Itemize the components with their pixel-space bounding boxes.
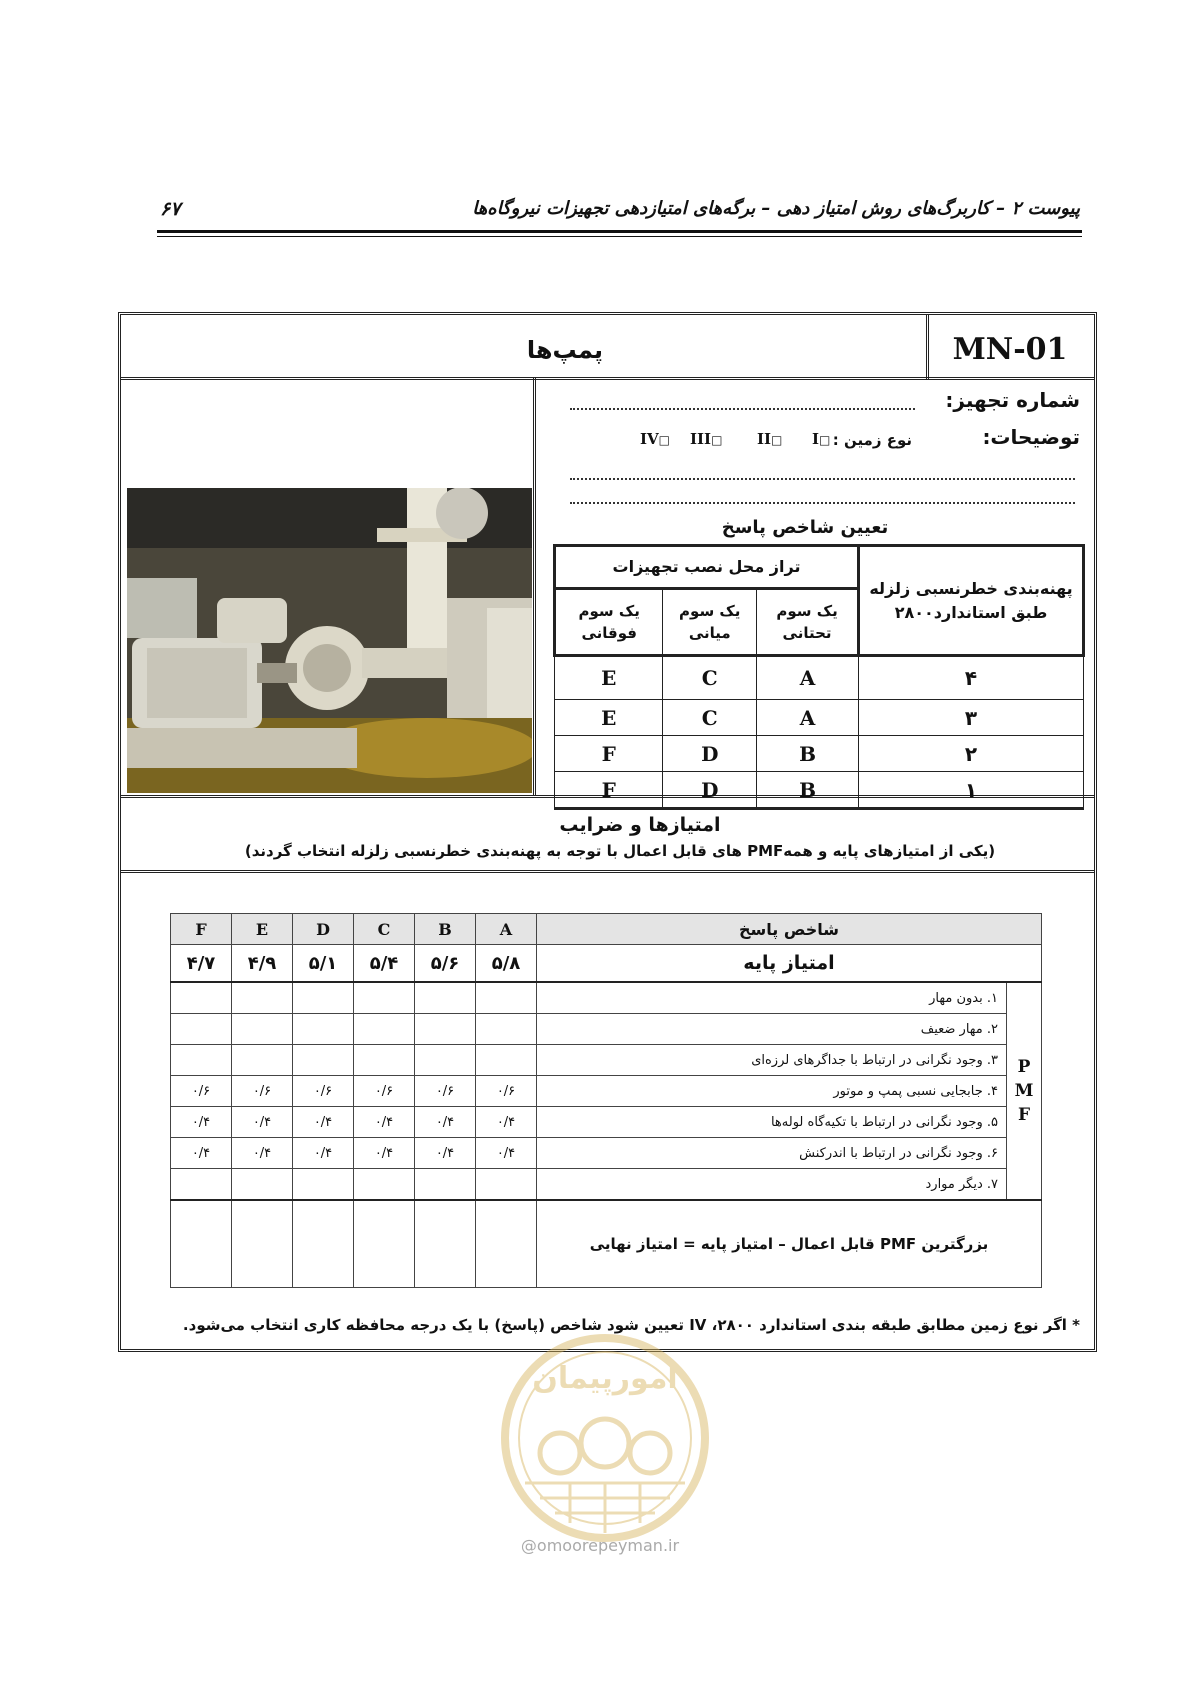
pump-photo [127, 488, 532, 793]
base-score-label: امتیاز پایه [537, 945, 1042, 983]
response-cell: C [663, 700, 757, 736]
pmf-value[interactable]: ۰/۶ [232, 1076, 293, 1107]
pmf-value[interactable] [415, 1014, 476, 1045]
pmf-value[interactable] [354, 982, 415, 1014]
scores-title: امتیازها و ضرایب [559, 814, 721, 836]
pmf-value[interactable]: ۰/۴ [232, 1107, 293, 1138]
col-header-d: D [293, 914, 354, 945]
install-level-header: تراز محل نصب تجهیزات [555, 546, 859, 589]
response-cell: C [663, 656, 757, 700]
pmf-value[interactable]: ۰/۴ [476, 1107, 537, 1138]
pmf-value[interactable]: ۰/۶ [171, 1076, 232, 1107]
pmf-item-label: ۴. جابجایی نسبی پمپ و موتور [537, 1076, 1007, 1107]
photo-divider [533, 378, 536, 796]
pmf-value[interactable] [171, 1014, 232, 1045]
col-header-c: C [354, 914, 415, 945]
risk-zone-header: پهنه‌بندی خطرنسبی زلزله طبق استاندارد۲۸۰۰ [859, 546, 1084, 656]
zone-cell: ۴ [859, 656, 1084, 700]
soil-checkbox-II[interactable]: □ [771, 433, 783, 447]
pmf-value[interactable]: ۰/۴ [415, 1138, 476, 1169]
response-cell: F [555, 736, 663, 772]
pmf-value[interactable] [293, 1169, 354, 1201]
pmf-value[interactable] [232, 1169, 293, 1201]
col-header-e: E [232, 914, 293, 945]
scores-note: (یکی از امتیازهای پایه و همهPMF های قابل اعمال با توجه به پهنه‌بندی خطرنسبی زلزله انتخاب گردند) [244, 842, 996, 860]
pmf-value[interactable] [171, 1045, 232, 1076]
pmf-value[interactable]: ۰/۶ [476, 1076, 537, 1107]
pmf-value[interactable] [354, 1014, 415, 1045]
pmf-value[interactable] [232, 1045, 293, 1076]
final-score-formula: بزرگترین PMF قابل اعمال – امتیاز پایه = امتیاز نهایی [537, 1200, 1042, 1288]
response-cell: B [757, 736, 859, 772]
final-score-f[interactable] [171, 1200, 232, 1288]
form-code: MN-01 [952, 332, 1068, 367]
base-score-c: ۵/۴ [354, 945, 415, 983]
base-score-f: ۴/۷ [171, 945, 232, 983]
watermark-logo-text: امورپیمان [532, 1361, 678, 1396]
pmf-value[interactable] [354, 1169, 415, 1201]
pmf-value[interactable] [415, 1045, 476, 1076]
pmf-value[interactable] [476, 1045, 537, 1076]
header-rule [157, 230, 1082, 233]
soil-option-IV-text: IV [640, 430, 659, 448]
pmf-value[interactable]: ۰/۴ [476, 1138, 537, 1169]
soil-option-III[interactable] [690, 430, 722, 448]
pmf-value[interactable] [232, 1014, 293, 1045]
pmf-value[interactable]: ۰/۴ [293, 1107, 354, 1138]
soil-checkbox-IV[interactable]: □ [658, 433, 670, 447]
pmf-item-label: ۱. بدون مهار [537, 982, 1007, 1014]
form-title: پمپ‌ها [526, 336, 604, 364]
pmf-item-label: ۶. وجود نگرانی در ارتباط با اندرکنش [537, 1138, 1007, 1169]
pmf-value[interactable] [476, 982, 537, 1014]
pmf-value[interactable]: ۰/۴ [171, 1107, 232, 1138]
header-rule-thin [157, 236, 1082, 237]
final-score-e[interactable] [232, 1200, 293, 1288]
description-label: توضیحات: [982, 425, 1080, 449]
description-field-line-2[interactable] [570, 502, 1075, 504]
col-header-f: F [171, 914, 232, 945]
soil-option-II-text: II [757, 430, 772, 448]
response-index-title: تعیین شاخص پاسخ [721, 517, 889, 538]
equipment-number-field[interactable] [570, 408, 915, 410]
pmf-item-label: ۵. وجود نگرانی در ارتباط با تکیه‌گاه لوله‌ها [537, 1107, 1007, 1138]
final-score-c[interactable] [354, 1200, 415, 1288]
response-cell: D [663, 736, 757, 772]
base-score-a: ۵/۸ [476, 945, 537, 983]
soil-option-III-text: III [690, 430, 712, 448]
zone-cell: ۳ [859, 700, 1084, 736]
pmf-value[interactable]: ۰/۴ [293, 1138, 354, 1169]
response-cell: B [757, 772, 859, 809]
pmf-value[interactable]: ۰/۶ [415, 1076, 476, 1107]
soil-type-label: نوع زمین : [832, 431, 912, 449]
scores-divider [121, 870, 1094, 873]
pmf-value[interactable] [476, 1169, 537, 1201]
soil-option-II[interactable] [757, 430, 782, 448]
response-cell: E [555, 700, 663, 736]
pmf-value[interactable] [171, 1169, 232, 1201]
response-cell: D [663, 772, 757, 809]
level-upper: یک سوم فوقانی [555, 589, 663, 656]
response-index-header: شاخص پاسخ [537, 914, 1042, 945]
pmf-label: P M F [1007, 982, 1042, 1200]
zone-cell: ۱ [859, 772, 1084, 809]
response-cell: E [555, 656, 663, 700]
scores-table [170, 913, 1042, 1288]
pmf-value[interactable]: ۰/۴ [354, 1107, 415, 1138]
response-index-table [553, 544, 1085, 810]
soil-option-IV[interactable] [640, 430, 670, 448]
pmf-value[interactable] [415, 982, 476, 1014]
pmf-item-label: ۷. دیگر موارد [537, 1169, 1007, 1201]
pmf-value[interactable] [476, 1014, 537, 1045]
base-score-e: ۴/۹ [232, 945, 293, 983]
footnote: * اگر نوع زمین مطابق طبقه بندی استاندارد ۲۸۰۰، IV تعیین شود شاخص (پاسخ) با یک درجه محافظه کاری انتخاب می‌شود. [182, 1316, 1080, 1334]
base-score-d: ۵/۱ [293, 945, 354, 983]
watermark-site: @omoorepeyman.ir [520, 1536, 680, 1555]
pmf-value[interactable] [232, 982, 293, 1014]
final-score-d[interactable] [293, 1200, 354, 1288]
pump-photo-drawing [127, 488, 532, 793]
pmf-value[interactable] [171, 982, 232, 1014]
level-lower: یک سوم تحتانی [757, 589, 859, 656]
pmf-value[interactable]: ۰/۴ [171, 1138, 232, 1169]
response-cell: A [757, 656, 859, 700]
soil-checkbox-III[interactable]: □ [711, 433, 723, 447]
col-header-b: B [415, 914, 476, 945]
response-cell: F [555, 772, 663, 809]
col-header-a: A [476, 914, 537, 945]
soil-checkbox-I[interactable]: □ [819, 433, 831, 447]
page-number: ۶۷ [160, 198, 181, 220]
pmf-value[interactable]: ۰/۶ [354, 1076, 415, 1107]
equipment-number-label: شماره تجهیز: [945, 388, 1080, 412]
pmf-value[interactable] [293, 1045, 354, 1076]
description-field-line-1[interactable] [570, 478, 1075, 480]
final-score-b[interactable] [415, 1200, 476, 1288]
pmf-value[interactable]: ۰/۴ [354, 1138, 415, 1169]
soil-option-I-text: I [812, 430, 820, 448]
pmf-value[interactable]: ۰/۴ [415, 1107, 476, 1138]
level-middle: یک سوم میانی [663, 589, 757, 656]
pmf-value[interactable] [293, 1014, 354, 1045]
title-divider [121, 377, 1094, 380]
pmf-value[interactable] [293, 982, 354, 1014]
response-cell: A [757, 700, 859, 736]
final-score-a[interactable] [476, 1200, 537, 1288]
pmf-value[interactable] [415, 1169, 476, 1201]
base-score-b: ۵/۶ [415, 945, 476, 983]
pmf-value[interactable]: ۰/۶ [293, 1076, 354, 1107]
pmf-item-label: ۲. مهار ضعیف [537, 1014, 1007, 1045]
soil-option-I[interactable] [812, 430, 830, 448]
pmf-value[interactable]: ۰/۴ [232, 1138, 293, 1169]
pmf-item-label: ۳. وجود نگرانی در ارتباط با جداگرهای لرزه‌ای [537, 1045, 1007, 1076]
zone-cell: ۲ [859, 736, 1084, 772]
running-header-title: پیوست ۲ – کاربرگ‌های روش امتیاز دهی – برگه‌های امتیازدهی تجهیزات نیروگاه‌ها [472, 198, 1080, 219]
pmf-value[interactable] [354, 1045, 415, 1076]
